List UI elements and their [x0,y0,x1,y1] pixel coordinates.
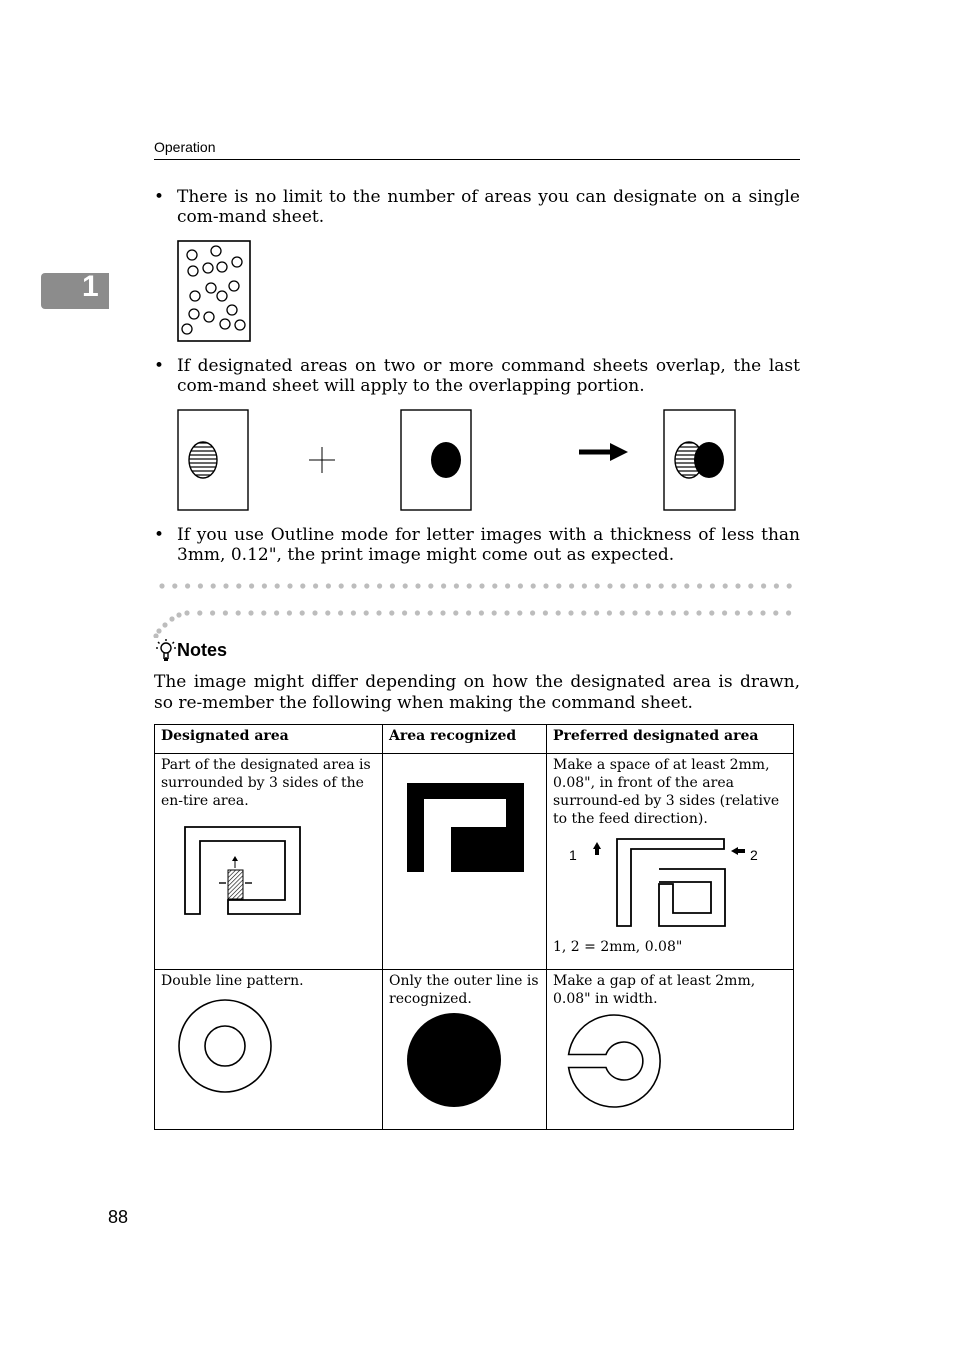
separator-dot [620,583,625,588]
double-line-figure [177,996,277,1096]
designated-area-cell [155,754,383,970]
separator-dot [531,583,536,588]
separator-dot [568,610,573,615]
table-row [155,754,794,970]
chapter-number: 1 [82,270,99,303]
page-number: 88 [108,1207,129,1227]
separator-dot [159,583,164,588]
separator-dot [415,610,420,615]
three-sided-area-figure [171,824,301,924]
separator-dot [249,583,254,588]
separator-dot [697,583,702,588]
separator-dot [517,610,522,615]
separator-dot [453,610,458,615]
separator-dot [211,583,216,588]
separator-dot [377,583,382,588]
separator-dot [581,610,586,615]
gap-label-1: 1 [569,847,577,863]
separator-dot [556,583,561,588]
preferred-area-cell [547,754,794,970]
separator-dot [492,610,497,615]
separator-dot [223,610,228,615]
chapter-tab [41,273,109,309]
separator-dot [787,583,792,588]
separator-dot [364,583,369,588]
separator-dot [351,610,356,615]
separator-dot [684,583,689,588]
separator-dot [645,610,650,615]
bullet-marker: • [154,187,165,207]
designated-area-cell [155,970,383,1130]
separator-dot [722,610,727,615]
cell-text: Part of the designated area is surrounded by 3 sides of the en-tire area. [161,757,371,809]
column-header: Designated area [155,725,383,754]
separator-dot [210,610,215,615]
separator-dot [415,583,420,588]
separator-dot [287,583,292,588]
separator-dot [313,583,318,588]
separator-dot [467,583,472,588]
separator-dot [774,583,779,588]
separator-dot [582,583,587,588]
separator-dot [172,583,177,588]
separator-dot [236,583,241,588]
separator-dot [287,610,292,615]
separator-dot [786,610,791,615]
separator-dot [620,610,625,615]
separator-dot [156,628,161,633]
separator-dot [748,610,753,615]
solid-circle-figure [406,1012,506,1112]
separator-dot [389,610,394,615]
separator-dot [505,583,510,588]
cell-text: Double line pattern. [161,973,304,989]
separator-dot [376,610,381,615]
lightbulb-icon [155,638,177,662]
separator-dot [312,610,317,615]
separator-dot [364,610,369,615]
separator-dot [556,610,561,615]
separator-dot [709,610,714,615]
multi-area-sheet-figure [177,240,252,343]
separator-dot [326,583,331,588]
separator-dot [351,583,356,588]
cell-text: Only the outer line is recognized. [389,973,539,1007]
separator-dot [402,610,407,615]
separator-dot [403,583,408,588]
gap-label-2: 2 [750,847,758,863]
separator-dot [325,610,330,615]
table-row [155,970,794,1130]
recognized-block-figure [407,783,527,875]
separator-dot [607,583,612,588]
separator-dot [176,612,181,617]
separator-dot [761,583,766,588]
separator-dot [671,610,676,615]
separator-dot [262,583,267,588]
separator-dot [748,583,753,588]
separator-dot [658,610,663,615]
separator-dot [184,610,189,615]
separator-dot [543,583,548,588]
separator-dot [223,583,228,588]
separator-dot [440,610,445,615]
separator-dot [275,583,280,588]
notes-dotted-border [150,578,800,638]
separator-dot [428,610,433,615]
separator-dot [492,583,497,588]
separator-dot [696,610,701,615]
bullet-item [154,187,800,227]
running-header: Operation [154,139,216,155]
bullet-text: If you use Outline mode for letter images with a thickness of less than 3mm, 0.12", the print image might come out as expected. [177,525,800,565]
bullet-item [154,356,800,396]
separator-dot [607,610,612,615]
separator-dot [339,583,344,588]
separator-dot [169,616,174,621]
separator-dot [338,610,343,615]
separator-dot [185,583,190,588]
column-header: Area recognized [383,725,547,754]
area-recognized-cell [383,754,547,970]
separator-dot [595,583,600,588]
area-recognized-cell [383,970,547,1130]
bullet-marker: • [154,525,165,545]
separator-dot [504,610,509,615]
separator-dot [684,610,689,615]
separator-dot [735,610,740,615]
separator-dot [428,583,433,588]
separator-dot [274,610,279,615]
separator-dot [543,610,548,615]
bullet-text: If designated areas on two or more command sheets overlap, the last com-mand sheet will apply to the overlapping portion. [177,356,800,396]
cell-text: Make a gap of at least 2mm, 0.08" in width. [553,973,756,1007]
separator-dot [479,583,484,588]
column-header: Preferred designated area [547,725,794,754]
separator-dot [518,583,523,588]
separator-dot [646,583,651,588]
separator-dot [530,610,535,615]
overlap-figure [170,405,745,515]
notes-body: The image might differ depending on how the designated area is drawn, so re-member the following when making the command sheet. [154,672,800,713]
separator-dot [633,583,638,588]
separator-dot [390,583,395,588]
separator-dot [198,583,203,588]
separator-dot [162,622,167,627]
designation-table [154,724,794,1130]
separator-dot [300,610,305,615]
separator-dot [671,583,676,588]
table-header-row [155,725,794,754]
separator-dot [659,583,664,588]
separator-dot [261,610,266,615]
separator-dot [773,610,778,615]
separator-dot [760,610,765,615]
separator-dot [632,610,637,615]
separator-dot [441,583,446,588]
cell-text: Make a space of at least 2mm, 0.08", in front of the area surround-ed by 3 sides (relative to the feed direction). [553,757,780,827]
separator-dot [594,610,599,615]
separator-dot [454,583,459,588]
separator-dot [248,610,253,615]
gapped-ring-figure [565,1014,665,1114]
preferred-figure-wrap [553,836,787,932]
header-rule [154,159,800,160]
bullet-marker: • [154,356,165,376]
separator-dot [236,610,241,615]
separator-dot [466,610,471,615]
separator-dot [197,610,202,615]
separator-dot [710,583,715,588]
preferred-area-cell [547,970,794,1130]
bullet-item [154,525,800,565]
notes-title: Notes [177,640,228,660]
gap-caption: 1, 2 = 2mm, 0.08" [553,939,683,955]
preferred-gap-figure [587,838,747,932]
separator-dot [569,583,574,588]
separator-dot [300,583,305,588]
bullet-text: There is no limit to the number of areas you can designate on a single com-mand sheet. [177,187,800,227]
separator-dot [735,583,740,588]
separator-dot [479,610,484,615]
separator-dot [723,583,728,588]
